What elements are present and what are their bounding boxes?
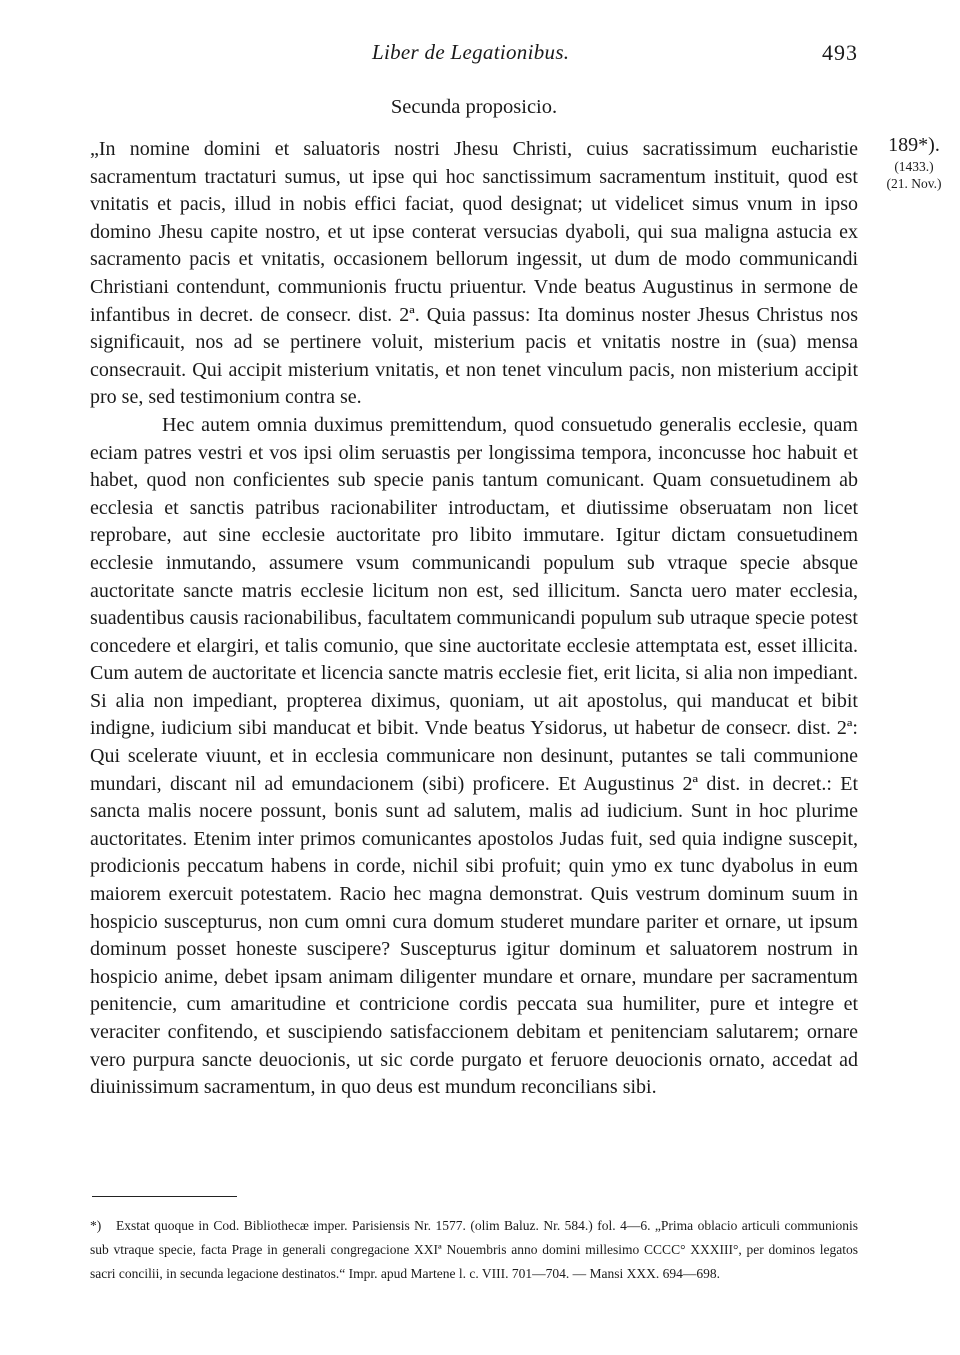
- running-head: [90, 38, 858, 68]
- footnote-mark: *): [90, 1218, 102, 1233]
- paragraph-1: „In nomine domini et saluatoris nostri Jhesu Christi, cuius sacratissimum eucharistie sacramentum tractaturi sumus, ut ipse qui hoc sanctissimum sacramentum instituit, quod est vnitatis et pacis, illud in nobis effici faciat, quod designat; ut videlicet simus vnum in ipso domino Jhesu capite nostro, et ut ipse conterat versucias dyaboli, qui sua maligna astucia ex sacramento pacis et vnitatis, occasionem bellorum ingessit, ut dum de modo communicandi Christiani contendunt, communionis fructu priuentur. Vnde beatus Augustinus in sermone de infantibus in decret. de consecr. dist. 2ª. Quia passus: Ita dominus noster Jhesus Christus nos significauit, nos ad se pertinere voluit, misterium pacis et vnitatis nostre in (sua) mensa consecrauit. Qui accipit misterium vnitatis, et non tenet vinculum pacis, non misterium accipit pro se, sed testimonium contra se.: [90, 138, 858, 409]
- margin-year: (1433.): [894, 159, 934, 174]
- section-heading: Secunda proposicio.: [390, 96, 558, 118]
- margin-document-number: 189*).: [888, 134, 940, 156]
- margin-notes: [870, 132, 958, 192]
- page-number: 493: [822, 40, 858, 65]
- body-text: [90, 136, 858, 1102]
- footnote: [90, 1214, 858, 1285]
- running-title: Liber de Legationibus.: [372, 40, 570, 64]
- margin-date: (21. Nov.): [886, 176, 942, 191]
- footnote-divider: [92, 1196, 237, 1197]
- footnote-text: Exstat quoque in Cod. Bibliothecæ imper. Parisiensis Nr. 1577. (olim Baluz. Nr. 584.) fol. 4—6. „Prima oblacio articuli communionis sub vtraque specie, facta Prage in generali congregacione XXIª Nouembris anno domini millesimo CCCC° XXXIII°, per dominos legatos sacri concilii, in secunda legacione destinatos.“ Impr. apud Martene l. c. VIII. 701—704. — Mansi XXX. 694—698.: [90, 1218, 858, 1281]
- paragraph-2: Hec autem omnia duximus premittendum, quod consuetudo generalis ecclesie, quam eciam patres vestri et vos ipsi olim seruastis per longissima tempora, inconcusse hoc habuit et habet, quod non conficientes sub specie panis tantum comunicant. Quam consuetudinem ab ecclesia et sanctis patribus racionabiliter introductam, et diutissime obseruatam non licet reprobare, aut sine ecclesie auctoritate pro libito immutare. Igitur dictam consuetudinem ecclesie inmutando, assumere vsum communicandi populum sub vtraque specie absque auctoritate sancte matris ecclesie licitum non est, sed illicitum. Sancta uero mater ecclesia, suadentibus causis racionabilibus, facultatem communicandi populum sub utraque specie potest concedere et elargiri, et talis comunio, que sine auctoritate ecclesie attemptata est, esset illicita. Cum autem de auctoritate et licencia sancte matris ecclesie fiet, erit licita, si alia non impediant. Si alia non impediant, propterea diximus, quoniam, ut ait apostolus, qui manducat et bibit indigne, iudicium sibi manducat et bibit. Vnde beatus Ysidorus, ut habetur de consecr. dist. 2ª: Qui scelerate viuunt, et in ecclesia communicare non desinunt, putantes se tali communione mundari, discant nil ad emundacionem (sibi) proficere. Et Augustinus 2ª dist. in decret.: Et sancta malis nocere possunt, bonis sunt ad salutem, malis ad iudicium. Sunt in hoc plurime auctoritates. Etenim inter primos comunicantes apostolos Judas fuit, sed quia indigne suscepit, prodicionis peccatum habens in corde, nichil sibi profuit; quin ymo ex tunc dyabolus in eum maiorem exercuit potestatem. Racio hec magna demonstrat. Quis vestrum dominum suum in hospicio suscepturus, non cum omni cura domum studeret mundare pariter et ornare, ut ipsum dominum posset honeste suscipere? Suscepturus igitur dominum et saluatorem nostrum in hospicio anime, debet ipsam animam diligenter mundare et ornare, mundare per sacramentum penitencie, cum amaritudine et contricione cordis peccata sua humiliter, pure et integre et veraciter confitendo, et suscipiendo satisfaccionem debitam et penitenciam salutarem; ornare vero purpura sancte deuocionis, ut sic corde purgato et feruore deuocionis ornato, accedat ad diuinissimum sacramentum, in quo deus est mundum reconcilians sibi.: [90, 413, 858, 1099]
